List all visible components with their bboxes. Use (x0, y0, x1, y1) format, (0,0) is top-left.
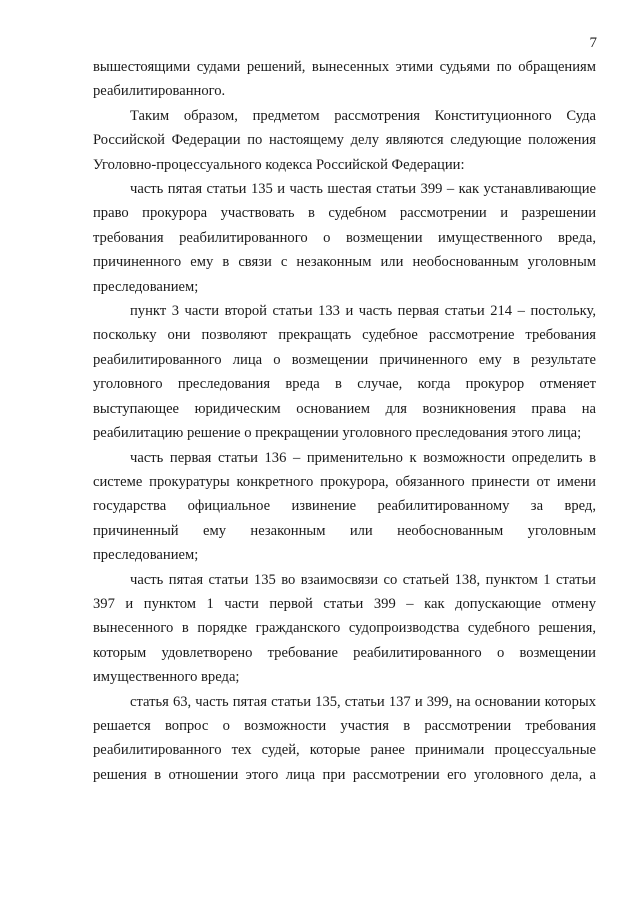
paragraph: часть пятая статьи 135 и часть шестая статьи 399 – как устанавливающие право прокурора участвовать в судебном рассмотрении и разрешении требования реабилитированного о возмещении имущественного вреда, причиненного ему в связи с незаконным или необоснованным уголовным преследованием; (93, 181, 596, 295)
paragraph: пункт 3 части второй статьи 133 и часть первая статьи 214 – постольку, поскольку они позволяют прекращать судебное рассмотрение требования реабилитированного лица о возмещении причиненного ему в результате уголовного преследования вреда в случае, когда прокурор отменяет выступающее юридическим основанием для возникновения права на реабилитацию решение о прекращении уголовного преследования этого лица; (93, 303, 596, 442)
paragraph: статья 63, часть пятая статьи 135, статьи 137 и 399, на основании которых решается вопрос о возможности участия в рассмотрении требования реабилитированного тех судей, которые ранее принимали процессуальные решения в отношении этого лица при рассмотрении его уголовного дела, а (93, 693, 596, 783)
document-body (93, 55, 596, 787)
paragraph: часть пятая статьи 135 во взаимосвязи со статьей 138, пунктом 1 статьи 397 и пунктом 1 части первой статьи 399 – как допускающие отмену вынесенного в порядке гражданского судопроизводства судебного решения, которым удовлетворено требование реабилитированного о возмещении имущественного вреда; (93, 571, 596, 686)
paragraph: Таким образом, предметом рассмотрения Конституционного Суда Российской Федерации по настоящему делу являются следующие положения Уголовно-процессуального кодекса Российской Федерации: (93, 107, 596, 173)
paragraph: вышестоящими судами решений, вынесенных этими судьями по обращениям реабилитированного. (93, 59, 596, 100)
paragraph: часть первая статьи 136 – применительно к возможности определить в системе прокуратуры конкретного прокурора, обязанного принести от имени государства официальное извинение реабилитированному за вред, причиненный ему незаконным или необоснованным уголовным преследованием; (93, 449, 596, 564)
page-number: 7 (589, 35, 597, 51)
